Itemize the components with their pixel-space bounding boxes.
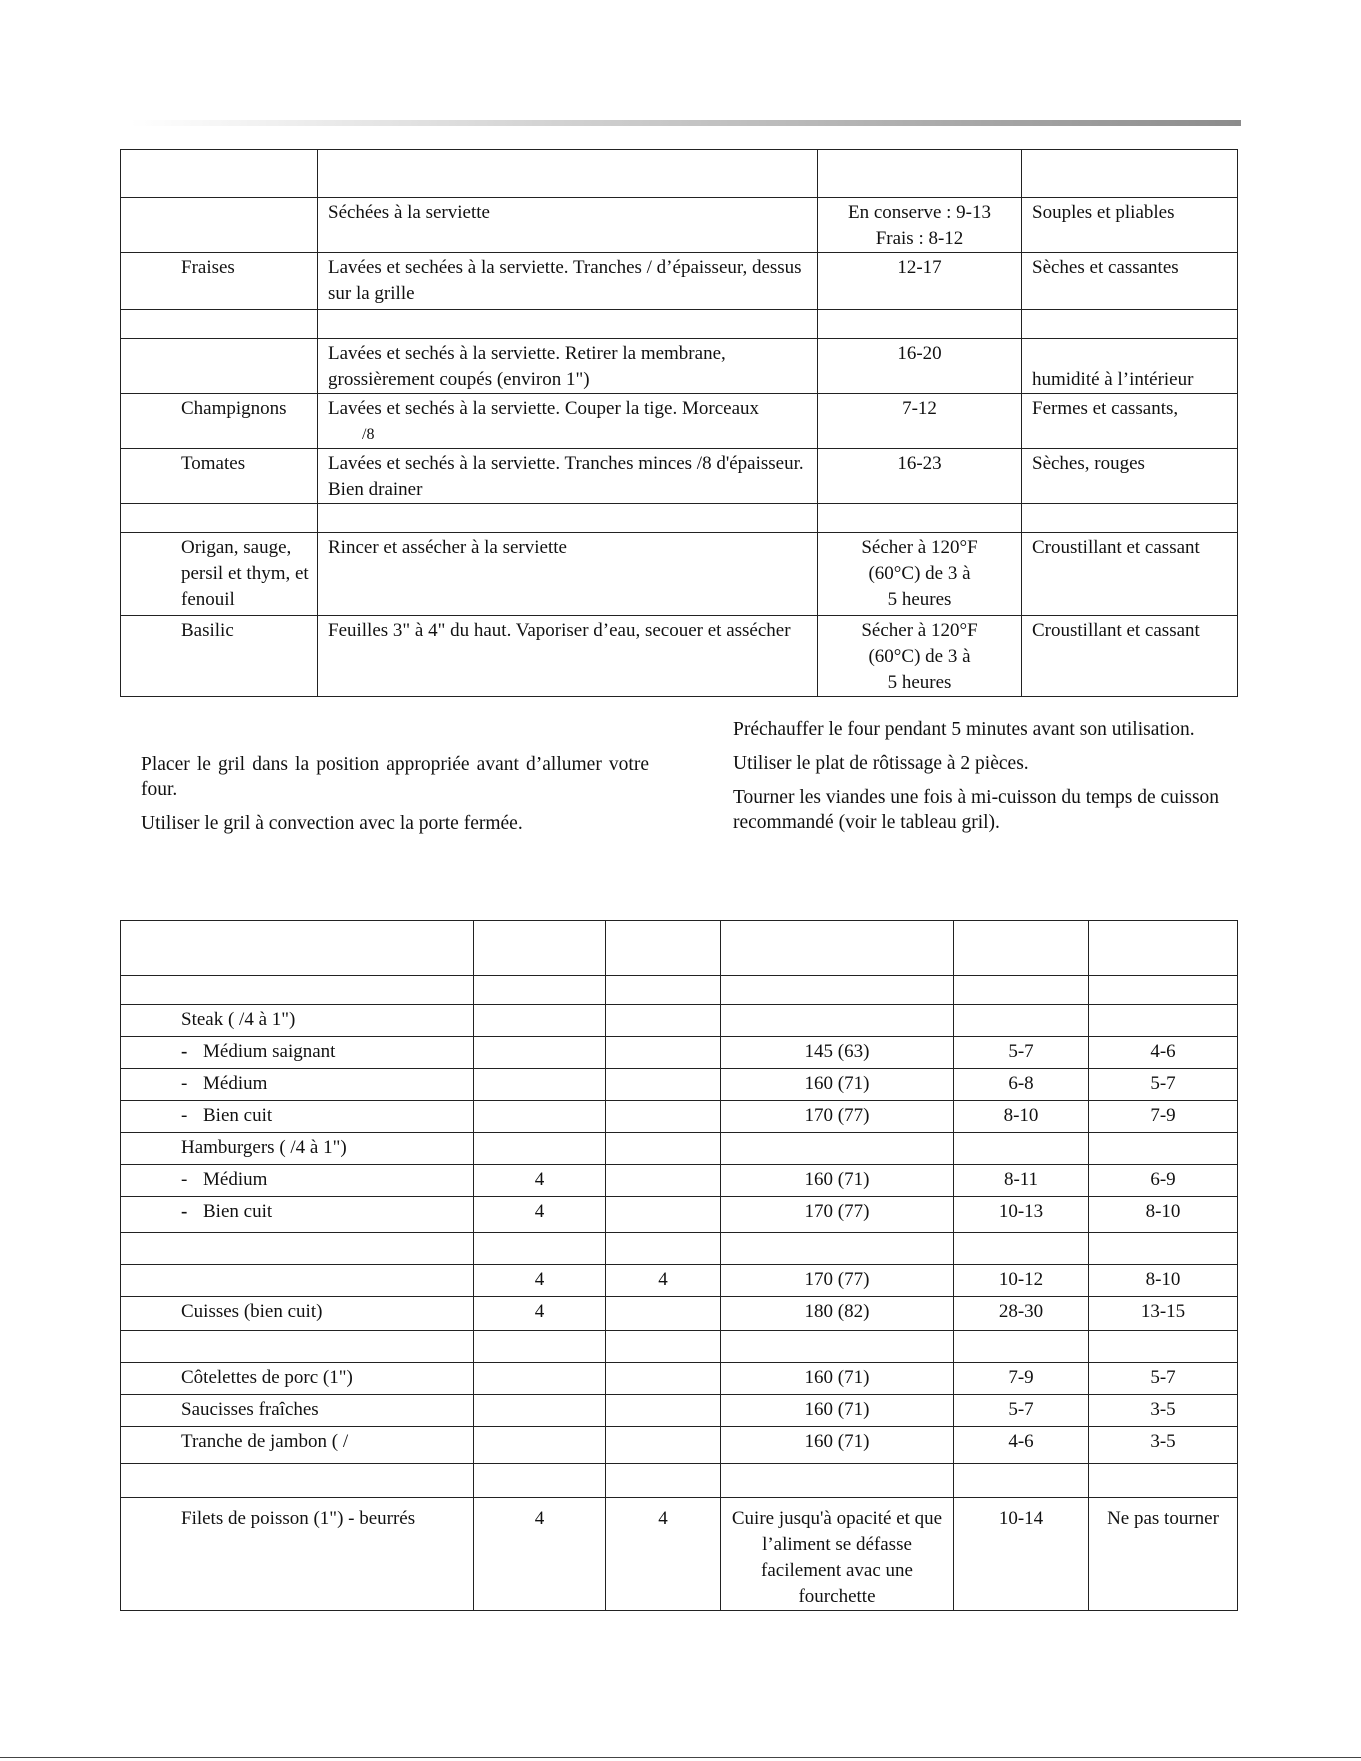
drying-table-header-row (121, 150, 1238, 198)
food-item: - Médium (121, 1165, 474, 1197)
time-side-2: 7-9 (1089, 1101, 1238, 1133)
time-side-1: 7-9 (954, 1363, 1089, 1395)
time-side-2: 13-15 (1089, 1297, 1238, 1331)
food-item: Saucisses fraîches (121, 1395, 474, 1427)
section-row (121, 976, 1238, 1005)
internal-temp: 160 (71) (721, 1165, 954, 1197)
food-item: - Médium saignant (121, 1037, 474, 1069)
section-row (121, 310, 1238, 339)
time-side-2: 8-10 (1089, 1265, 1238, 1297)
preparation: Séchées à la serviette (318, 198, 818, 253)
food-item (121, 1265, 474, 1297)
time-side-1: 5-7 (954, 1395, 1089, 1427)
broil-table-header-row (121, 921, 1238, 976)
preparation: Lavées et sechés à la serviette. Couper la tige. Morceaux /8 (318, 394, 818, 449)
instruction-text: Placer le gril dans la position appropriée avant d’allumer votre four. (141, 754, 649, 800)
food-item: Steak ( /4 à 1") (121, 1005, 474, 1037)
internal-temp: 160 (71) (721, 1395, 954, 1427)
table-row: Cuisses (bien cuit) 4 180 (82) 28-30 13-15 (121, 1297, 1238, 1331)
food-item: Hamburgers ( /4 à 1") (121, 1133, 474, 1165)
time-side-1: 10-12 (954, 1265, 1089, 1297)
time-side-1: 8-11 (954, 1165, 1089, 1197)
table-row (121, 1133, 1238, 1165)
drying-time: 16-20 (818, 339, 1022, 394)
section-row (121, 1331, 1238, 1363)
internal-temp: 160 (71) (721, 1069, 954, 1101)
drying-table (120, 149, 1238, 697)
time-side-2: 5-7 (1089, 1069, 1238, 1101)
instruction-text: Préchauffer le four pendant 5 minutes avant son utilisation. (733, 719, 1195, 740)
drying-time: 16-23 (818, 449, 1022, 504)
food-item: Champignons (121, 394, 318, 449)
table-row (121, 533, 1238, 616)
result: humidité à l’intérieur (1022, 339, 1238, 394)
table-row (121, 1101, 1238, 1133)
section-row (121, 1464, 1238, 1498)
preparation: Lavées et sechés à la serviette. Retirer la membrane, grossièrement coupés (environ 1") (318, 339, 818, 394)
broil-table (120, 920, 1238, 1611)
food-item: Côtelettes de porc (1") (121, 1363, 474, 1395)
time-side-1: 5-7 (954, 1037, 1089, 1069)
time-side-2: 5-7 (1089, 1363, 1238, 1395)
food-item: Tomates (121, 449, 318, 504)
table-row (121, 253, 1238, 310)
food-item: - Médium (121, 1069, 474, 1101)
result: Fermes et cassants, (1022, 394, 1238, 449)
time-side-1: 28-30 (954, 1297, 1089, 1331)
preparation: Lavées et sechées à la serviette. Tranches / d’épaisseur, dessus sur la grille (318, 253, 818, 310)
time-side-1: 8-10 (954, 1101, 1089, 1133)
table-row (121, 616, 1238, 697)
table-row (121, 394, 1238, 449)
instruction-text: Utiliser le plat de rôtissage à 2 pièces. (733, 753, 1029, 774)
table-row (121, 198, 1238, 253)
internal-temp: 145 (63) (721, 1037, 954, 1069)
internal-temp: 180 (82) (721, 1297, 954, 1331)
internal-temp: Cuire jusqu'à opacité et que l’aliment se défasse facilement avac une fourchette (721, 1498, 954, 1611)
time-side-2: 6-9 (1089, 1165, 1238, 1197)
drying-time: 12-17 (818, 253, 1022, 310)
food-item: Basilic (121, 616, 318, 697)
instruction-text: Utiliser le gril à convection avec la porte fermée. (141, 813, 523, 834)
food-item: Filets de poisson (1") - beurrés (121, 1498, 474, 1611)
food-item (121, 198, 318, 253)
preparation: Feuilles 3" à 4" du haut. Vaporiser d’eau, secouer et assécher (318, 616, 818, 697)
time-side-2: Ne pas tourner (1089, 1498, 1238, 1611)
table-row (121, 1037, 1238, 1069)
food-item (121, 339, 318, 394)
food-item: Tranche de jambon ( / (121, 1427, 474, 1464)
table-row: 4 4 170 (77) 10-12 8-10 (121, 1265, 1238, 1297)
drying-time: Sécher à 120°F (60°C) de 3 à 5 heures (818, 616, 1022, 697)
time-side-1: 6-8 (954, 1069, 1089, 1101)
food-item: - Bien cuit (121, 1101, 474, 1133)
table-row (121, 339, 1238, 394)
food-item: Fraises (121, 253, 318, 310)
table-row (121, 449, 1238, 504)
time-side-2: 3-5 (1089, 1427, 1238, 1464)
table-row (121, 1395, 1238, 1427)
footer-rule (0, 1757, 1361, 1758)
result: Souples et pliables (1022, 198, 1238, 253)
food-item: Origan, sauge, persil et thym, et fenouil (121, 533, 318, 616)
internal-temp: 170 (77) (721, 1101, 954, 1133)
drying-time: Sécher à 120°F (60°C) de 3 à 5 heures (818, 533, 1022, 616)
time-side-1: 4-6 (954, 1427, 1089, 1464)
internal-temp: 170 (77) (721, 1265, 954, 1297)
result: Sèches, rouges (1022, 449, 1238, 504)
table-row (121, 1427, 1238, 1464)
preparation: Lavées et sechés à la serviette. Tranches minces /8 d'épaisseur. Bien drainer (318, 449, 818, 504)
header-rule (130, 120, 1241, 126)
internal-temp: 160 (71) (721, 1363, 954, 1395)
table-row (121, 1363, 1238, 1395)
table-row: - Médium 4 160 (71) 8-11 6-9 (121, 1165, 1238, 1197)
section-row (121, 504, 1238, 533)
instruction-text: Tourner les viandes une fois à mi-cuisson du temps de cuisson recommandé (voir le tableau gril). (733, 787, 1220, 833)
food-item: Cuisses (bien cuit) (121, 1297, 474, 1331)
internal-temp: 170 (77) (721, 1197, 954, 1233)
food-item: - Bien cuit (121, 1197, 474, 1233)
table-row: Filets de poisson (1") - beurrés 4 4 Cuire jusqu'à opacité et que l’aliment se défasse facilement avac une fourchette 10-14 Ne pas tourner (121, 1498, 1238, 1611)
result: Croustillant et cassant (1022, 533, 1238, 616)
time-side-1: 10-13 (954, 1197, 1089, 1233)
preparation: Rincer et assécher à la serviette (318, 533, 818, 616)
time-side-2: 3-5 (1089, 1395, 1238, 1427)
drying-time: 7-12 (818, 394, 1022, 449)
time-side-1: 10-14 (954, 1498, 1089, 1611)
table-row: - Bien cuit 4 170 (77) 10-13 8-10 (121, 1197, 1238, 1233)
section-row (121, 1233, 1238, 1265)
drying-time: En conserve : 9-13 Frais : 8-12 (818, 198, 1022, 253)
time-side-2: 8-10 (1089, 1197, 1238, 1233)
internal-temp: 160 (71) (721, 1427, 954, 1464)
result: Croustillant et cassant (1022, 616, 1238, 697)
table-row (121, 1005, 1238, 1037)
result: Sèches et cassantes (1022, 253, 1238, 310)
time-side-2: 4-6 (1089, 1037, 1238, 1069)
table-row (121, 1069, 1238, 1101)
